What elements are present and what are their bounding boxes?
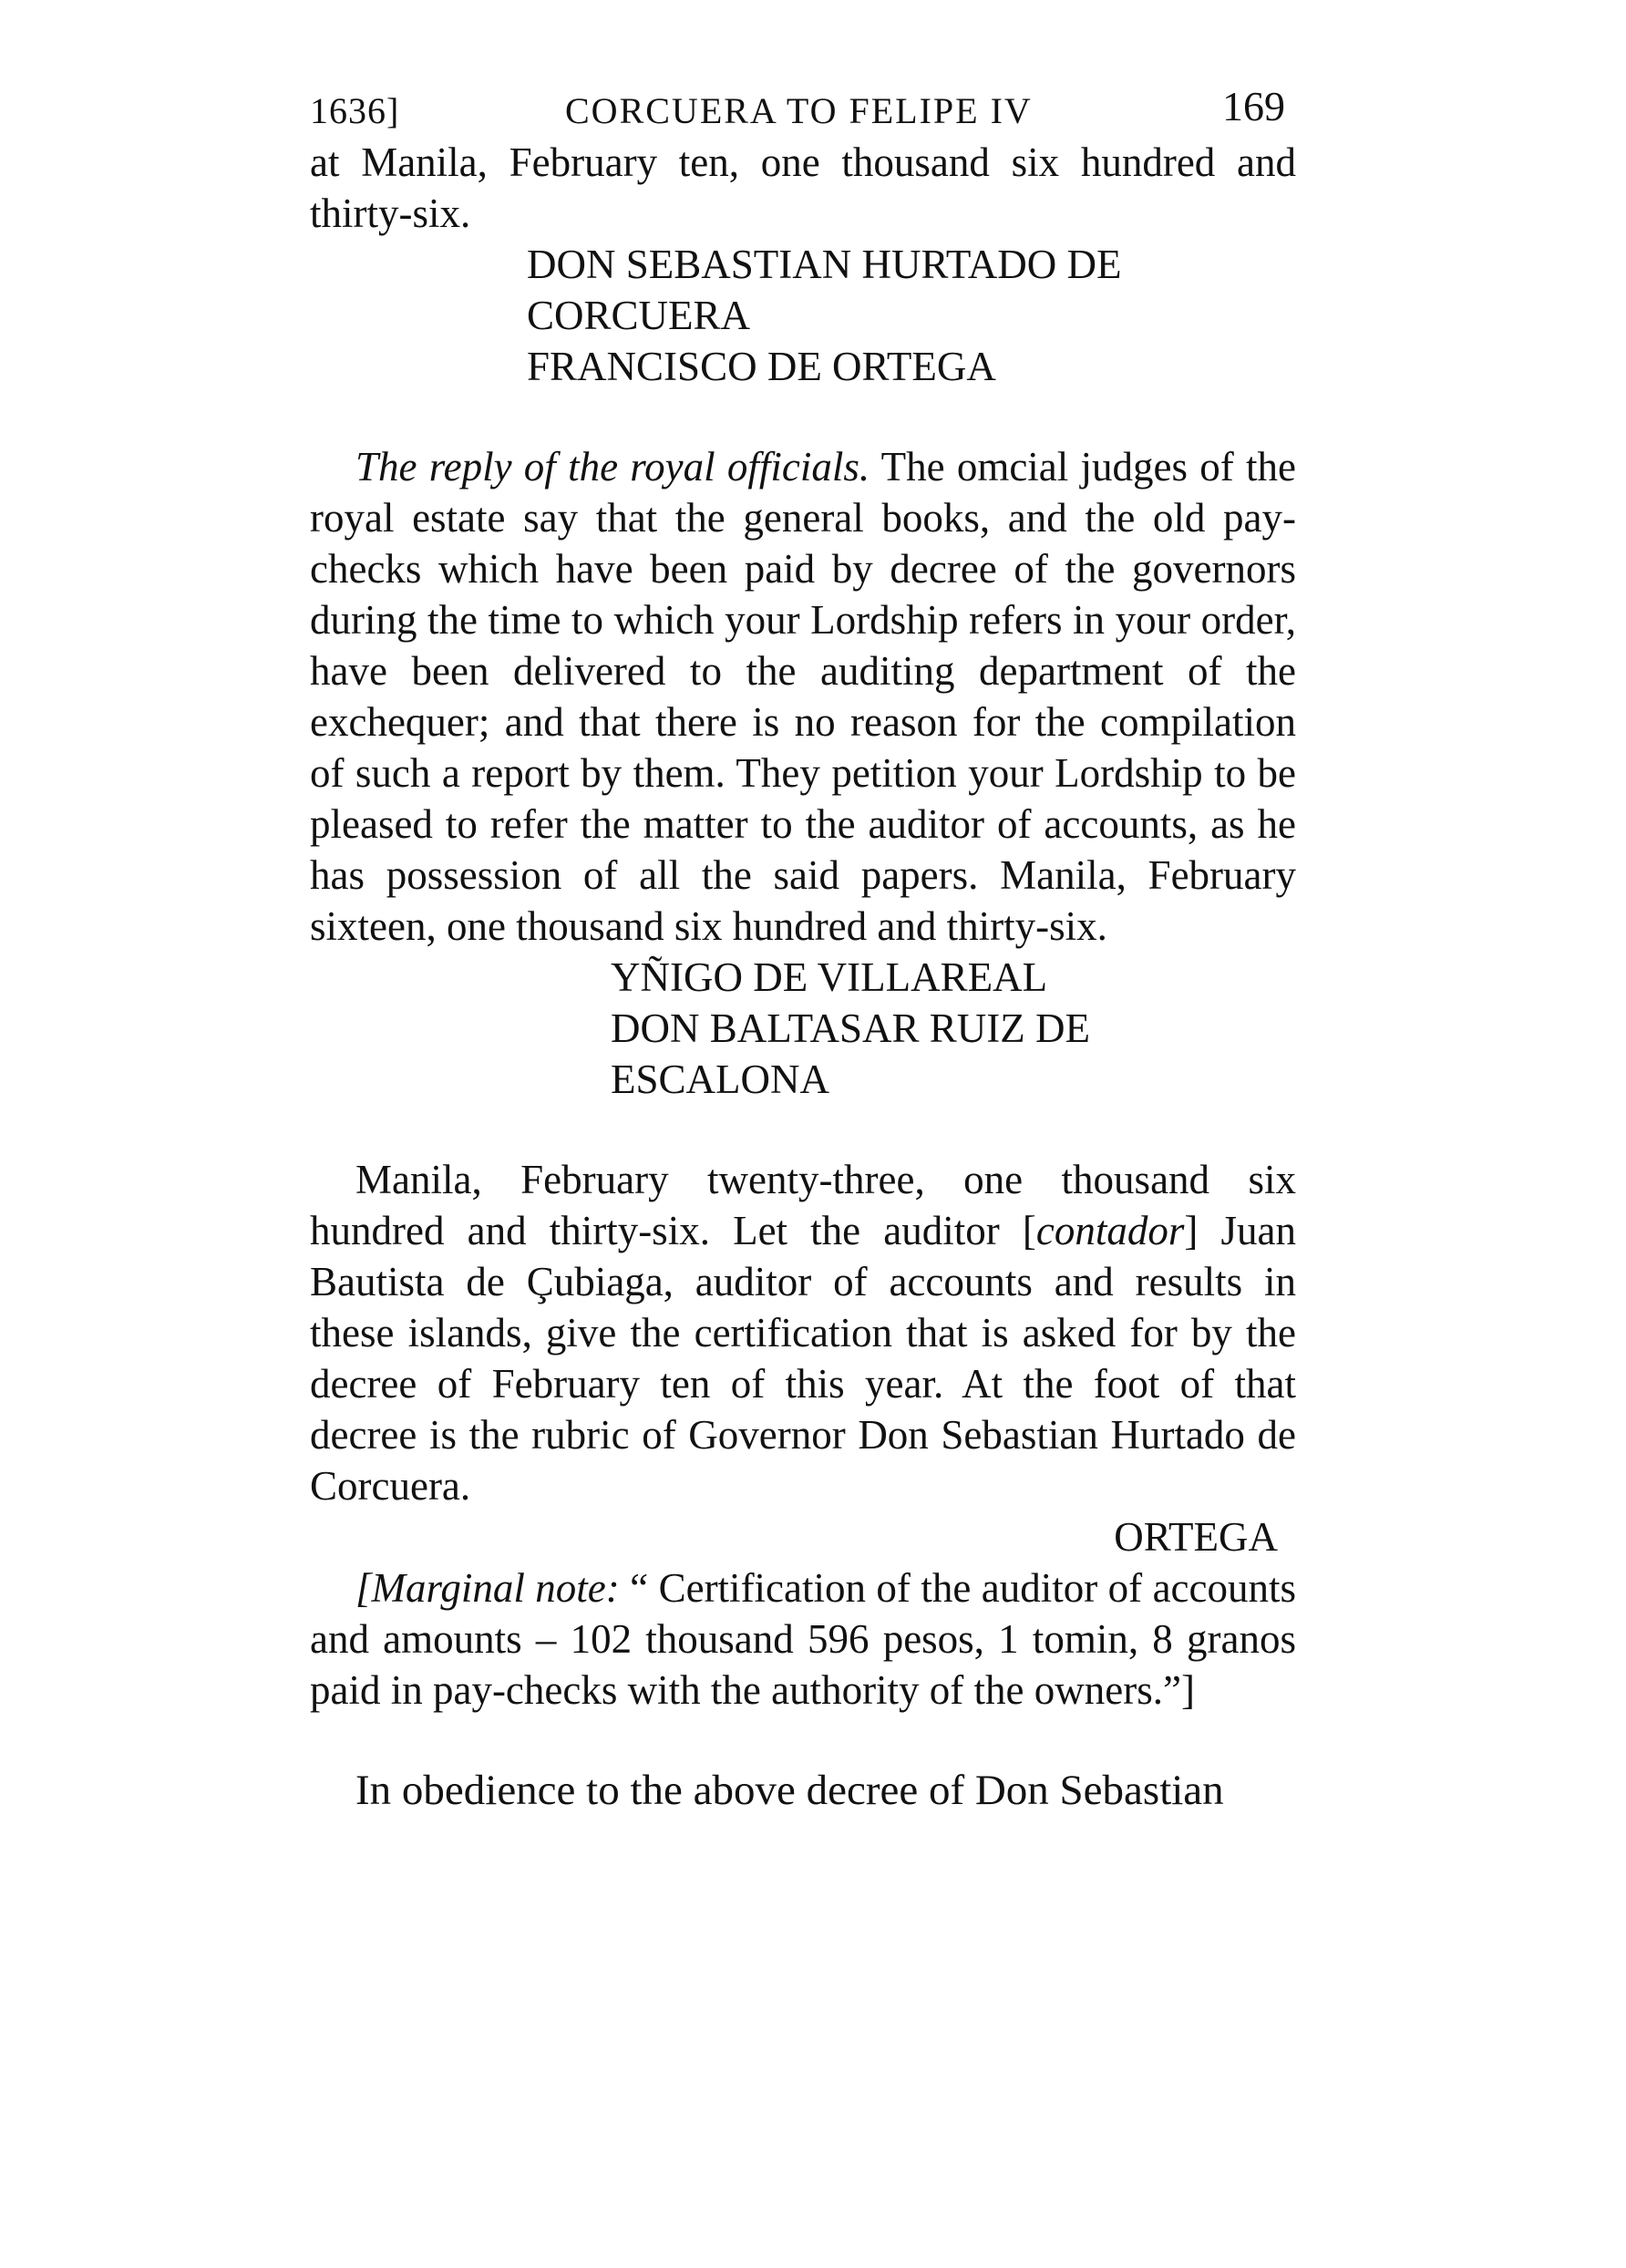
marginal-note xyxy=(310,1562,1296,1716)
paragraph-3 xyxy=(310,1154,1296,1511)
italic-lead: The reply of the royal officials. xyxy=(355,444,870,490)
signature-ortega-2: ORTEGA xyxy=(1114,1514,1278,1560)
marginal-text: “ Certification of the auditor of accounts and amounts – 102 thousand 596 pesos, 1 tomin, 8 granos paid in pay-checks with the authority of the owners.”] xyxy=(310,1565,1297,1713)
paragraph-2 xyxy=(310,441,1296,952)
italic-contador: contador xyxy=(1035,1208,1185,1253)
signature-corcuera: DON SEBASTIAN HURTADO DE CORCUERA xyxy=(527,242,1122,338)
signature-villareal: YÑIGO DE VILLAREAL xyxy=(611,954,1048,1000)
paragraph-2-text: The omcial judges of the royal estate say that the general books, and the old pay-checks which have been paid by decree of the governors during the time to which your Lordship refers in your order, have been delivered to the auditing department of the exchequer; and that there is no reason for the compilation of such a report by them. They petition your Lordship to be pleased to refer the matter to the auditor of accounts, as he has possession of all the said papers. Manila, February sixteen, one thousand six hundred and thirty-six. xyxy=(310,444,1296,949)
final-line: In obedience to the above decree of Don Sebastian xyxy=(355,1767,1224,1814)
page-number: 169 xyxy=(1222,83,1285,129)
signature-escalona: DON BALTASAR RUIZ DE ESCALONA xyxy=(611,1005,1091,1102)
paragraph-1: at Manila, February ten, one thousand six hundred and thirty-six. xyxy=(310,139,1296,236)
page-header xyxy=(310,82,1296,137)
signature-ortega-1: FRANCISCO DE ORTEGA xyxy=(527,344,996,389)
header-date: 1636] xyxy=(310,90,400,131)
header-title: CORCUERA TO FELIPE IV xyxy=(565,90,1033,131)
marginal-label: [Marginal note: xyxy=(355,1565,620,1611)
paragraph-3-before: Manila, February twenty-three, one thousand six hundred and thirty-six. Let the auditor [ xyxy=(310,1157,1296,1253)
paragraph-3-after: ] Juan Bautista de Çubiaga, auditor of accounts and results in these islands, give the certification that is asked for by the decree of February ten of this year. At the foot of that decree is the rubric of Governor Don Sebastian Hurtado de Corcuera. xyxy=(310,1208,1296,1509)
document-page xyxy=(310,82,1296,1816)
